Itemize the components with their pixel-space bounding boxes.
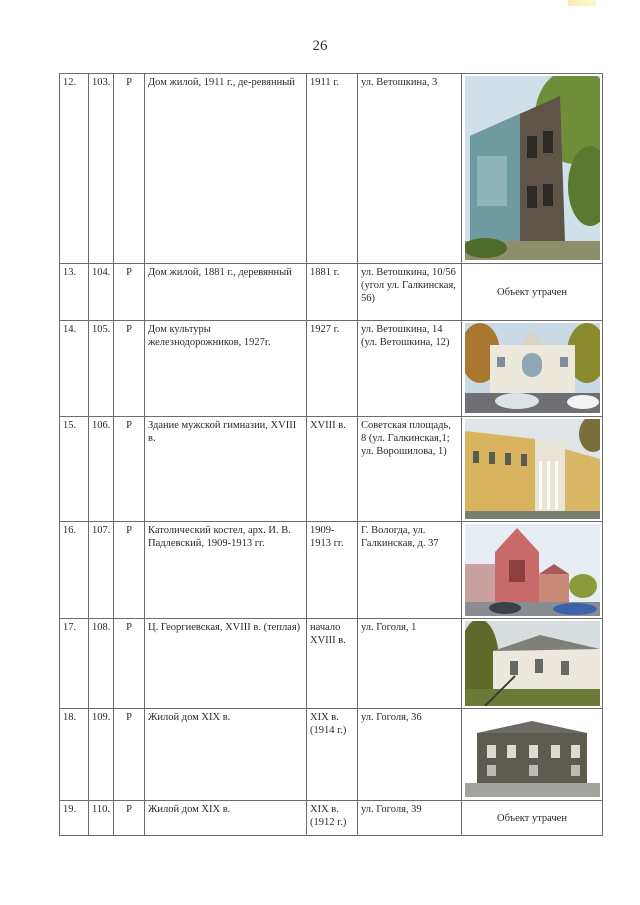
object-name: Здание мужской гимназии, XVIII в. bbox=[145, 417, 307, 522]
register-number: 106. bbox=[89, 417, 114, 522]
object-date: XIX в. (1914 г.) bbox=[307, 709, 358, 801]
row-number: 19. bbox=[60, 801, 89, 836]
object-name: Дом культуры железнодорожников, 1927г. bbox=[145, 321, 307, 417]
object-date: 1911 г. bbox=[307, 74, 358, 264]
table-row bbox=[60, 709, 603, 801]
object-address: ул. Ветошкина, 10/56 (угол ул. Галкинская, 56) bbox=[358, 264, 462, 321]
table-row bbox=[60, 522, 603, 619]
row-number: 16. bbox=[60, 522, 89, 619]
wooden-house-photo bbox=[465, 76, 600, 260]
table-row bbox=[60, 321, 603, 417]
object-date: 1927 г. bbox=[307, 321, 358, 417]
page-number: 26 bbox=[312, 38, 328, 54]
object-address: ул. Гоголя, 36 bbox=[358, 709, 462, 801]
object-date: 1909-1913 гг. bbox=[307, 522, 358, 619]
church-photo bbox=[465, 524, 600, 616]
lost-object-note: Объект утрачен bbox=[462, 264, 603, 321]
object-date: 1881 г. bbox=[307, 264, 358, 321]
register-number: 104. bbox=[89, 264, 114, 321]
row-number: 13. bbox=[60, 264, 89, 321]
table-row bbox=[60, 801, 603, 836]
object-name: Жилой дом XIX в. bbox=[145, 801, 307, 836]
scan-mark bbox=[568, 0, 596, 6]
row-number: 17. bbox=[60, 619, 89, 709]
category-code: Р bbox=[114, 321, 145, 417]
register-number: 103. bbox=[89, 74, 114, 264]
object-address: ул. Ветошкина, 3 bbox=[358, 74, 462, 264]
row-number: 18. bbox=[60, 709, 89, 801]
category-code: Р bbox=[114, 74, 145, 264]
object-name: Дом жилой, 1911 г., де-ревянный bbox=[145, 74, 307, 264]
object-date: XVIII в. bbox=[307, 417, 358, 522]
category-code: Р bbox=[114, 709, 145, 801]
table-row bbox=[60, 619, 603, 709]
object-address: Советская площадь, 8 (ул. Галкинская,1; ул. Ворошилова, 1) bbox=[358, 417, 462, 522]
table-row bbox=[60, 74, 603, 264]
object-name: Ц. Георгиевская, XVIII в. (теплая) bbox=[145, 619, 307, 709]
log-house-photo bbox=[465, 711, 600, 797]
category-code: Р bbox=[114, 417, 145, 522]
object-address: Г. Вологда, ул. Галкинская, д. 37 bbox=[358, 522, 462, 619]
culture-house-photo bbox=[465, 323, 600, 413]
lost-object-note: Объект утрачен bbox=[462, 801, 603, 836]
object-name: Католический костел, арх. И. В. Падлевский, 1909-1913 гг. bbox=[145, 522, 307, 619]
register-number: 105. bbox=[89, 321, 114, 417]
object-date: XIX в. (1912 г.) bbox=[307, 801, 358, 836]
register-number: 107. bbox=[89, 522, 114, 619]
category-code: Р bbox=[114, 522, 145, 619]
object-address: ул. Гоголя, 39 bbox=[358, 801, 462, 836]
category-code: Р bbox=[114, 801, 145, 836]
object-name: Жилой дом XIX в. bbox=[145, 709, 307, 801]
object-name: Дом жилой, 1881 г., деревянный bbox=[145, 264, 307, 321]
table-row bbox=[60, 417, 603, 522]
georgievskaya-church-photo bbox=[465, 621, 600, 706]
register-number: 110. bbox=[89, 801, 114, 836]
register-number: 108. bbox=[89, 619, 114, 709]
object-address: ул. Ветошкина, 14 (ул. Ветошкина, 12) bbox=[358, 321, 462, 417]
table-row bbox=[60, 264, 603, 321]
category-code: Р bbox=[114, 619, 145, 709]
register-number: 109. bbox=[89, 709, 114, 801]
object-address: ул. Гоголя, 1 bbox=[358, 619, 462, 709]
gymnasium-photo bbox=[465, 419, 600, 519]
category-code: Р bbox=[114, 264, 145, 321]
heritage-registry-table bbox=[59, 73, 603, 836]
row-number: 14. bbox=[60, 321, 89, 417]
row-number: 15. bbox=[60, 417, 89, 522]
row-number: 12. bbox=[60, 74, 89, 264]
object-date: начало XVIII в. bbox=[307, 619, 358, 709]
